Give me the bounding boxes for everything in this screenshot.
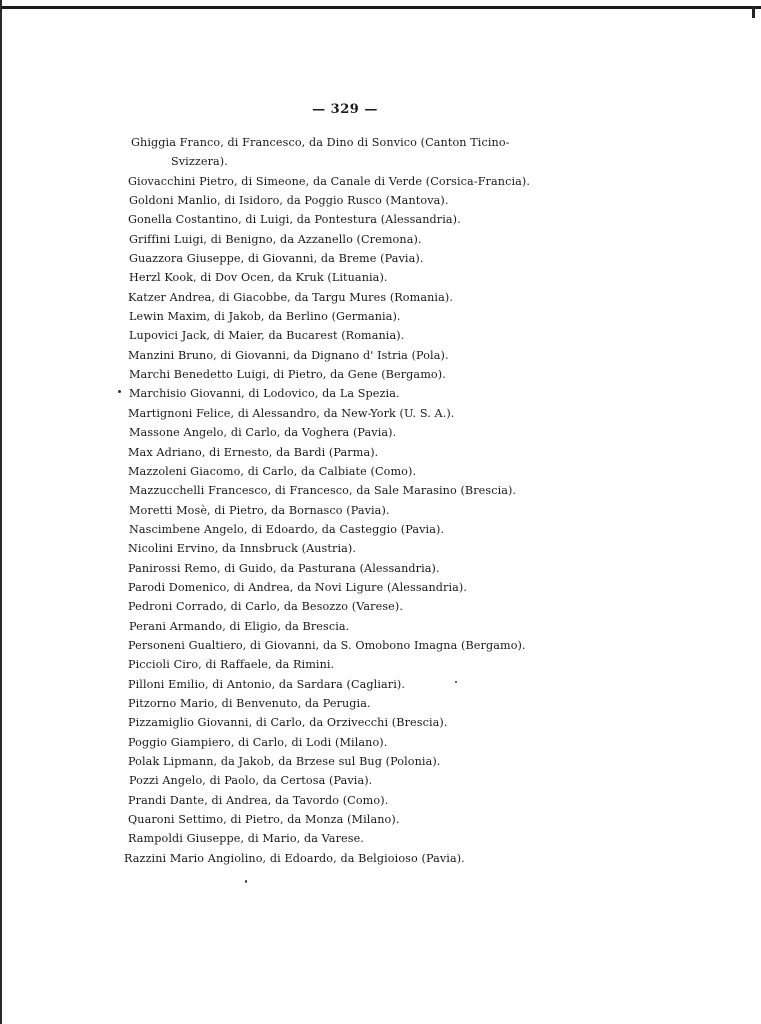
list-item: [0, 423, 761, 442]
list-item: [0, 404, 761, 423]
entry-text: Pizzamiglio Giovanni, di Carlo, da Orzivecchi (Brescia).: [128, 716, 448, 730]
entry-text: Nascimbene Angelo, di Edoardo, da Casteggio (Pavia).: [129, 522, 445, 536]
list-item: [0, 849, 761, 868]
entry-text: Pilloni Emilio, di Antonio, da Sardara (Cagliari).: [128, 677, 406, 691]
scan-speck: [118, 390, 121, 393]
entry-text: Martignoni Felice, di Alessandro, da New-York (U. S. A.).: [128, 406, 455, 420]
entry-text: Panirossi Remo, di Guido, da Pasturana (Alessandria).: [128, 561, 440, 575]
entry-text: Gonella Costantino, di Luigi, da Pontestura (Alessandria).: [128, 213, 461, 227]
entry-text: Pitzorno Mario, di Benvenuto, da Perugia.: [128, 696, 371, 710]
entry-text: Personeni Gualtiero, di Giovanni, da S. Omobono Imagna (Bergamo).: [128, 638, 526, 652]
entry-text: Piccioli Ciro, di Raffaele, da Rimini.: [128, 658, 335, 672]
list-item: [0, 501, 761, 520]
page-number: — 329 —: [312, 102, 378, 117]
entry-text: Pozzi Angelo, di Paolo, da Certosa (Pavia).: [129, 774, 373, 788]
entry-text: Massone Angelo, di Carlo, da Voghera (Pavia).: [129, 426, 397, 440]
list-item: [0, 191, 761, 210]
scan-speck: [455, 681, 457, 683]
name-list: [0, 133, 761, 868]
list-item: [0, 462, 761, 481]
entry-text: Max Adriano, di Ernesto, da Bardi (Parma).: [128, 445, 379, 459]
list-item: [0, 617, 761, 636]
entry-text: Polak Lipmann, da Jakob, da Brzese sul Bug (Polonia).: [128, 755, 441, 768]
entry-text: Giovacchini Pietro, di Simeone, da Canale di Verde (Corsica-Francia).: [128, 174, 531, 188]
entry-text: Lewin Maxim, di Jakob, da Berlino (Germania).: [129, 310, 401, 324]
list-item: [0, 346, 761, 365]
list-item: [0, 326, 761, 345]
entry-text: Mazzoleni Giacomo, di Carlo, da Calbiate (Como).: [128, 464, 417, 478]
list-item: [0, 365, 761, 384]
entry-text: Katzer Andrea, di Giacobbe, da Targu Mures (Romania).: [128, 290, 453, 304]
entry-text: Herzl Kook, di Dov Ocen, da Kruk (Lituania).: [129, 271, 388, 285]
list-item: [0, 636, 761, 655]
list-item: [0, 578, 761, 597]
entry-text: Parodi Domenico, di Andrea, da Novi Ligure (Alessandria).: [128, 580, 468, 594]
entry-text: Lupovici Jack, di Maier, da Bucarest (Romania).: [129, 329, 405, 343]
list-item: [0, 655, 761, 674]
list-item: [0, 249, 761, 268]
scan-top-border: [0, 6, 761, 9]
list-item: [0, 810, 761, 829]
list-item: [0, 307, 761, 326]
list-item: [0, 713, 761, 732]
list-item: [0, 752, 761, 771]
list-item: [0, 559, 761, 578]
entry-text: Mazzucchelli Francesco, di Francesco, da Sale Marasino (Brescia).: [129, 484, 517, 498]
list-item: [0, 675, 761, 694]
list-item: [0, 172, 761, 191]
list-item: [0, 230, 761, 249]
list-item: [0, 520, 761, 539]
list-item: [0, 268, 761, 287]
list-item: [0, 733, 761, 752]
entry-text: Ghiggia Franco, di Francesco, da Dino di Sonvico (Canton Ticino-: [131, 136, 510, 149]
list-item: [0, 771, 761, 790]
list-item: [0, 539, 761, 558]
scan-speck: [245, 880, 247, 883]
list-item: [0, 694, 761, 713]
entry-text: Quaroni Settimo, di Pietro, da Monza (Milano).: [128, 813, 400, 827]
entry-text: Pedroni Corrado, di Carlo, da Besozzo (Varese).: [128, 600, 404, 614]
entry-text: Moretti Mosè, di Pietro, da Bornasco (Pavia).: [129, 503, 390, 517]
entry-text: Marchisio Giovanni, di Lodovico, da La Spezia.: [129, 387, 400, 401]
scan-corner-mark: [752, 6, 755, 18]
entry-text: Prandi Dante, di Andrea, da Tavordo (Como).: [128, 793, 389, 807]
entry-text: Rampoldi Giuseppe, di Mario, da Varese.: [128, 832, 364, 846]
list-item: [0, 288, 761, 307]
list-item: [0, 210, 761, 229]
entry-text: Razzini Mario Angiolino, di Edoardo, da Belgioioso (Pavia).: [124, 851, 465, 865]
list-item: [0, 384, 761, 403]
entry-continuation: Svizzera).: [171, 155, 228, 169]
entry-text: Goldoni Manlio, di Isidoro, da Poggio Rusco (Mantova).: [129, 194, 449, 208]
list-item: [0, 597, 761, 616]
entry-text: Guazzora Giuseppe, di Giovanni, da Breme (Pavia).: [129, 252, 424, 266]
list-item: [0, 443, 761, 462]
entry-text: Marchi Benedetto Luigi, di Pietro, da Gene (Bergamo).: [129, 368, 446, 382]
list-item: [0, 791, 761, 810]
entry-text: Nicolini Ervino, da Innsbruck (Austria).: [128, 542, 357, 556]
list-item: [0, 133, 761, 172]
entry-text: Manzini Bruno, di Giovanni, da Dignano d' Istria (Pola).: [128, 348, 449, 362]
entry-text: Poggio Giampiero, di Carlo, di Lodi (Milano).: [128, 735, 388, 749]
entry-text: Griffini Luigi, di Benigno, da Azzanello (Cremona).: [129, 232, 422, 246]
list-item: [0, 481, 761, 500]
list-item: [0, 829, 761, 848]
entry-text: Perani Armando, di Eligio, da Brescia.: [129, 619, 350, 633]
